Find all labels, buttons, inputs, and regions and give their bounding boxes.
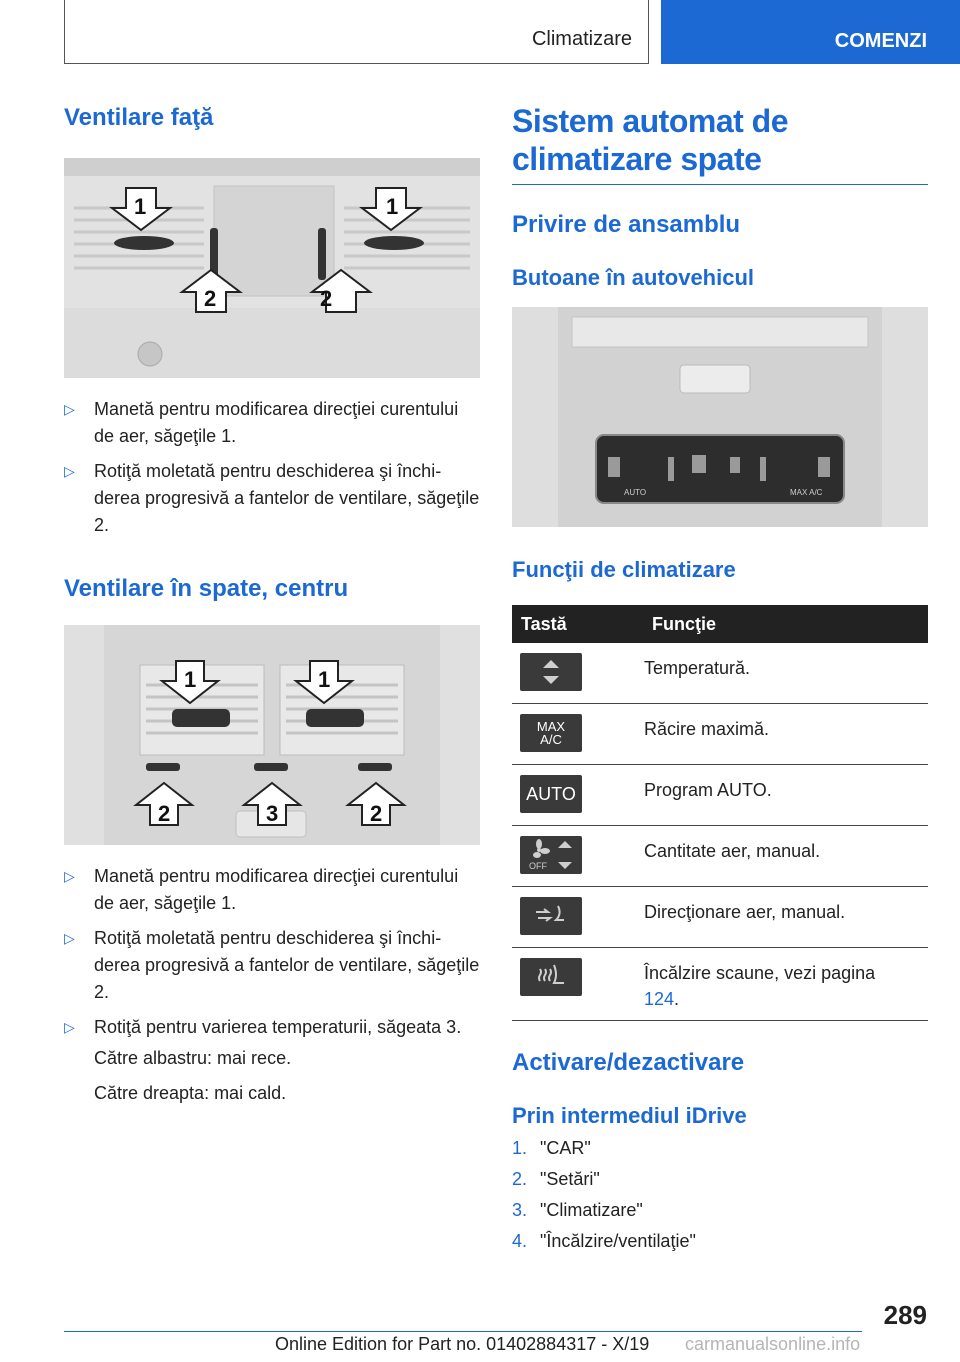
callout-2: 2 [320,286,333,311]
list-item: 1. "CAR" [512,1138,591,1158]
watermark: carmanualsonline.info [685,1334,861,1354]
callout-1: 1 [134,194,147,219]
max-ac-icon: MAX A/C [520,714,582,752]
seat-heating-icon [520,958,582,996]
rear-ventilation-heading: Ventilare în spate, centru [64,575,349,602]
list-item: 4. "Încălzire/ventilaţie" [512,1231,696,1251]
air-direction-icon [520,897,582,935]
edition-text: Online Edition for Part no. 01402884317 - X/19 [275,1334,650,1354]
column-header-function: Funcţie [644,605,928,643]
rear-panel-illustration [512,307,928,527]
column-header-key: Tastă [512,605,644,643]
rear-climate-title: Sistem automat de climatizare spate [512,103,789,177]
callout-1: 1 [184,667,197,692]
footer-rule [64,1331,862,1332]
front-vents-photo [64,158,480,378]
list-item: ▷ Rotiţă moletată pentru deschiderea şi închiderea progresivă a fantelor de ventilare, săgeţile 2. [64,458,480,539]
front-ventilation-heading: Ventilare faţă [64,104,214,131]
table-row [512,704,928,765]
list-item: ▷ Rotiţă pentru varierea temperaturii, săgeata 3. [64,1014,480,1041]
chapter-tab [661,0,960,64]
buttons-heading: Butoane în autovehicul [512,265,755,290]
svg-text:OFF: OFF [529,861,547,871]
page-header [0,0,960,64]
callout-3: 3 [266,801,279,826]
rear-panel-photo [512,307,928,527]
page-number: 289 [883,1300,927,1330]
note-colder: Către albastru: mai rece. [94,1048,292,1068]
function-text: Direcţionare aer, manual. [644,887,928,948]
functions-table [512,605,928,1021]
callout-1: 1 [318,667,331,692]
table-row [512,643,928,704]
activate-heading: Activare/dezactivare [512,1049,745,1076]
rear-vent-list [64,863,480,1041]
list-item: ▷ Rotiţă moletată pentru deschiderea şi închiderea progresivă a fantelor de ventilare, săgeţile 2. [64,925,480,1006]
auto-label: AUTO [624,488,647,497]
rear-vents-photo [64,625,480,845]
section-title: Climatizare [531,28,632,50]
function-text: Program AUTO. [644,765,928,826]
page-link-124[interactable]: 124 [644,989,675,1009]
callout-2: 2 [370,801,383,826]
functions-heading: Funcţii de climatizare [512,557,736,582]
section-tab [64,0,649,64]
function-text: Cantitate aer, manual. [644,826,928,887]
triangle-bullet-icon: ▷ [64,463,75,479]
chapter-title: COMENZI [834,30,927,52]
table-row [512,765,928,826]
function-text: Încălzire scaune, vezi pagina 124. [644,948,928,1021]
temperature-arrows-icon [520,653,582,691]
front-vents-illustration [64,158,480,378]
title-rule [512,184,928,185]
table-row [512,826,928,887]
rear-vents-illustration [64,625,480,845]
triangle-bullet-icon: ▷ [64,401,75,417]
overview-heading: Privire de ansamblu [512,211,741,238]
table-row [512,948,928,1021]
triangle-bullet-icon: ▷ [64,930,75,946]
max-ac-label: MAX A/C [790,488,823,497]
table-header-row [512,605,928,643]
list-item: 2. "Setări" [512,1169,600,1189]
right-column [512,96,928,1257]
front-vent-list [64,396,480,539]
function-text: Temperatură. [644,643,928,704]
fan-off-icon [520,836,582,874]
callout-2: 2 [204,286,217,311]
list-item: ▷ Manetă pentru modificarea direcţiei curentului de aer, săgeţile 1. [64,396,480,450]
list-item: ▷ Manetă pentru modificarea direcţiei curentului de aer, săgeţile 1. [64,863,480,917]
table-row [512,887,928,948]
callout-1: 1 [386,194,399,219]
auto-icon: AUTO [520,775,582,813]
triangle-bullet-icon: ▷ [64,868,75,884]
list-item: 3. "Climatizare" [512,1200,643,1220]
idrive-steps [512,1133,928,1257]
triangle-bullet-icon: ▷ [64,1019,75,1035]
idrive-heading: Prin intermediul iDrive [512,1103,747,1128]
left-column [64,96,480,1115]
note-warmer: Către dreapta: mai cald. [94,1083,287,1103]
function-text: Răcire maximă. [644,704,928,765]
callout-2: 2 [158,801,171,826]
